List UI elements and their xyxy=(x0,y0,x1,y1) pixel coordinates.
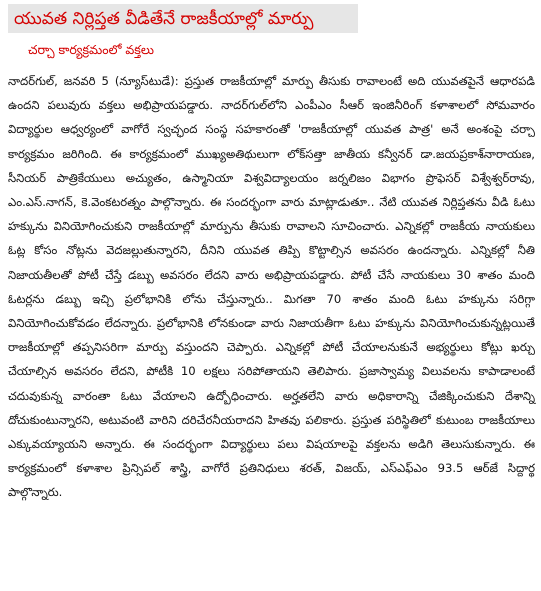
headline: యువత నిర్లిప్తత వీడితేనే రాజకీయాల్లో మార్పు xyxy=(14,9,314,29)
article-body: నాదర్‌గుల్, జనవరి 5 (న్యూస్‌టుడే): ప్రస్తుత రాజకీయాల్లో మార్పు తీసుకు రావాలంటే అది యువతపైనే ఆధారపడి ఉందని పలువురు వక్తలు అభిప్రాయపడ్డారు. నాదర్‌గుల్‌లోని ఎంపీఎం సీఆర్ ఇంజినీరింగ్ కళాశాలలో సోమవారం విద్యార్థుల ఆధ్వర్యంలో వాగోరే స్వచ్ఛంద సంస్థ సహకారంతో 'రాజకీయాల్లో యువత పాత్ర' అనే అంశంపై చర్చా కార్యక్రమం జరిగింది. ఈ కార్యక్రమంలో ముఖ్యఅతిథులుగా లోక్‌సత్తా జాతీయ కన్వీనర్ డా.జయప్రకాశ్‌నారాయణ, సీనియర్ పాత్రికేయులు అచ్యుతం, ఉస్మానియా విశ్వవిద్యాలయం జర్నలిజం విభాగం ప్రొఫెసర్ విశ్వేశ్వర్‌రావు, ఎం.ఎస్.నాగన్, కె.వెంకటరత్నం పాల్గొన్నారు. ఈ సందర్భంగా వారు మాట్లాడుతూ.. నేటి యువత నిర్లిప్తతను వీడి ఓటు హక్కును వినియోగించుకుని రాజకీయాల్లో మార్పును తీసుకు రావాలని సూచించారు. ఎన్నికల్లో రాజకీయ నాయకులు ఓట్ల కోసం నోట్లను వెదజల్లుతున్నారని, దీనిని యువత తిప్పి కొట్టాల్సిన అవసరం ఉందన్నారు. ఎన్నికల్లో నీతి నిజాయతీలతో పోటీ చేస్తే డబ్బు అవసరం లేదని వారు అభిప్రాయపడ్డారు. పోటీ చేసే నాయకులు 30 శాతం మంది ఓటర్లను డబ్బు ఇచ్చి ప్రలోభానికి లోను చేస్తున్నారు.. మిగతా 70 శాతం మంది ఓటు హక్కును సరిగ్గా వినియోగించుకోవడం లేదన్నారు. ప్రలోభానికి లోనకుండా వారు నిజాయతీగా ఓటు హక్కును వినియోగించుకున్నట్లయితే రాజకీయాల్లో తప్పనిసరిగా మార్పు వస్తుందని చెప్పారు. ఎన్నికల్లో పోటీ చేయాలనుకునే అభ్యర్థులు కోట్లు ఖర్చు చేయాల్సిన అవసరం లేదని, పోటీకి 10 లక్షలు సరిపోతాయని తెలిపారు. ప్రజాస్వామ్య విలువలను కాపాడాలంటే చదువుకున్న వారంతా ఓటు వేయాలని ఉద్బోధించారు. అర్హతలేని వారు అధికారాన్ని చేజిక్కించుకుని దేశాన్ని దోచుకుంటున్నారని, అటువంటి వారిని దరిచేరనీయరాదని హితవు పలికారు. ప్రస్తుత పరిస్థితిలో కుటుంబ రాజకీయాలు ఎక్కువయ్యాయని అన్నారు. ఈ సందర్భంగా విద్యార్థులు పలు విషయాలపై వక్తలను అడిగి తెలుసుకున్నారు. ఈ కార్యక్రమంలో కళాశాల ప్రిన్సిపల్ శాస్త్రి, వాగోరే ప్రతినిధులు శరత్, విజయ్, ఎస్ఎఫ్ఎం 93.5 ఆర్‌జే సిద్దార్థ పాల్గొన్నారు. xyxy=(8,74,535,500)
headline-bar xyxy=(8,4,358,33)
subheadline: చర్చా కార్యక్రమంలో వక్తలు xyxy=(28,42,155,57)
